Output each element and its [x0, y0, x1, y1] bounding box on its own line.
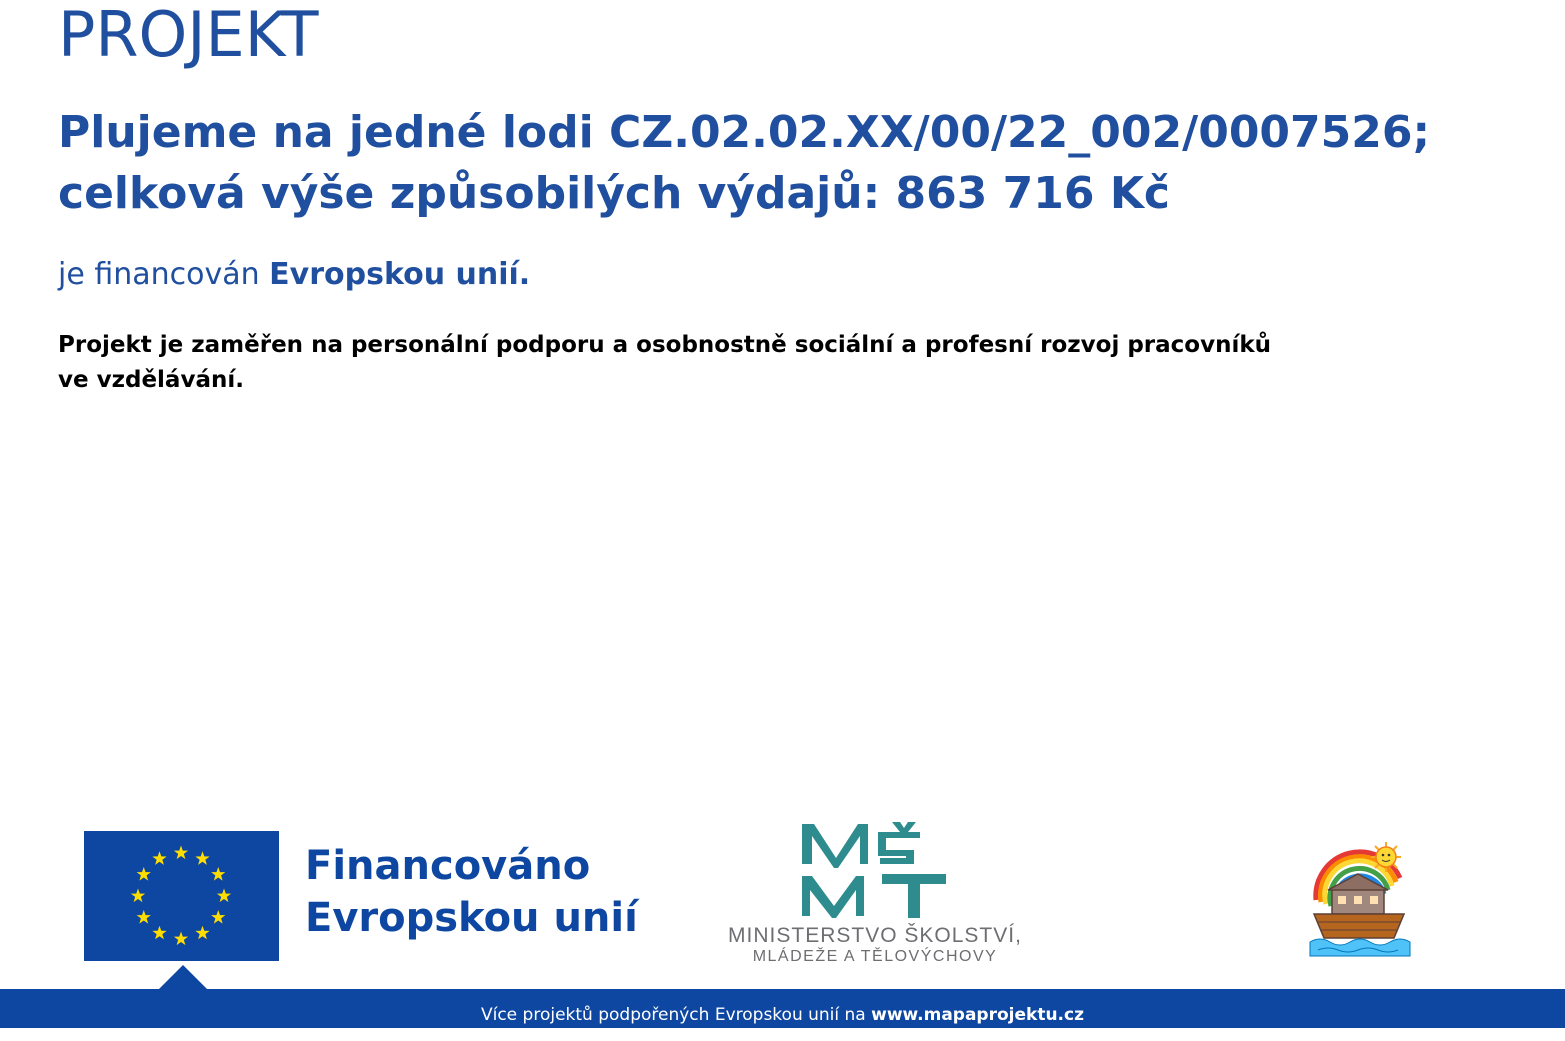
page-heading: PROJEKT	[58, 0, 319, 71]
eu-star-icon	[137, 910, 151, 924]
eu-funding-line2: Evropskou unií	[305, 895, 638, 941]
financing-statement	[58, 255, 530, 295]
eu-star-icon	[217, 889, 231, 903]
eu-flag-stars	[84, 831, 279, 961]
financing-prefix: je financován	[58, 257, 270, 292]
msmt-mark-icon	[800, 820, 950, 920]
eu-star-icon	[152, 851, 166, 865]
eu-star-icon	[174, 846, 188, 860]
school-logo	[1308, 838, 1412, 962]
ship-rainbow-sun-icon	[1308, 838, 1412, 962]
eu-star-icon	[211, 867, 225, 881]
footer-text: Více projektů podpořených Evropskou unií na	[480, 1005, 872, 1025]
msmt-line2: MLÁDEŽE A TĚLOVÝCHOVY	[752, 948, 998, 965]
msmt-line1: MINISTERSTVO ŠKOLSTVÍ,	[728, 924, 1022, 947]
project-title-line1: Plujeme na jedné lodi CZ.02.02.XX/00/22_002/0007526;	[58, 107, 1431, 158]
footer-notch	[158, 965, 208, 990]
footer-bar	[0, 989, 1565, 1028]
eu-star-icon	[152, 926, 166, 940]
project-description	[58, 328, 1358, 398]
eu-funding-label	[305, 840, 638, 944]
msmt-logo	[720, 820, 1030, 970]
description-line2: ve vzdělávání.	[58, 367, 244, 393]
project-title	[58, 102, 1498, 224]
eu-funding-line1: Financováno	[305, 843, 591, 889]
eu-star-icon	[211, 910, 225, 924]
eu-star-icon	[195, 851, 209, 865]
footer-link[interactable]: www.mapaprojektu.cz	[871, 1005, 1084, 1025]
eu-star-icon	[131, 889, 145, 903]
eu-star-icon	[195, 926, 209, 940]
project-title-line2: celková výše způsobilých výdajů: 863 716 Kč	[58, 168, 1171, 219]
eu-star-icon	[137, 867, 151, 881]
eu-flag-icon	[84, 831, 279, 961]
eu-star-icon	[174, 932, 188, 946]
financing-emphasis: Evropskou unií.	[269, 257, 531, 292]
description-line1: Projekt je zaměřen na personální podporu a osobnostně sociální a profesní rozvoj pracovníků	[58, 332, 1272, 358]
